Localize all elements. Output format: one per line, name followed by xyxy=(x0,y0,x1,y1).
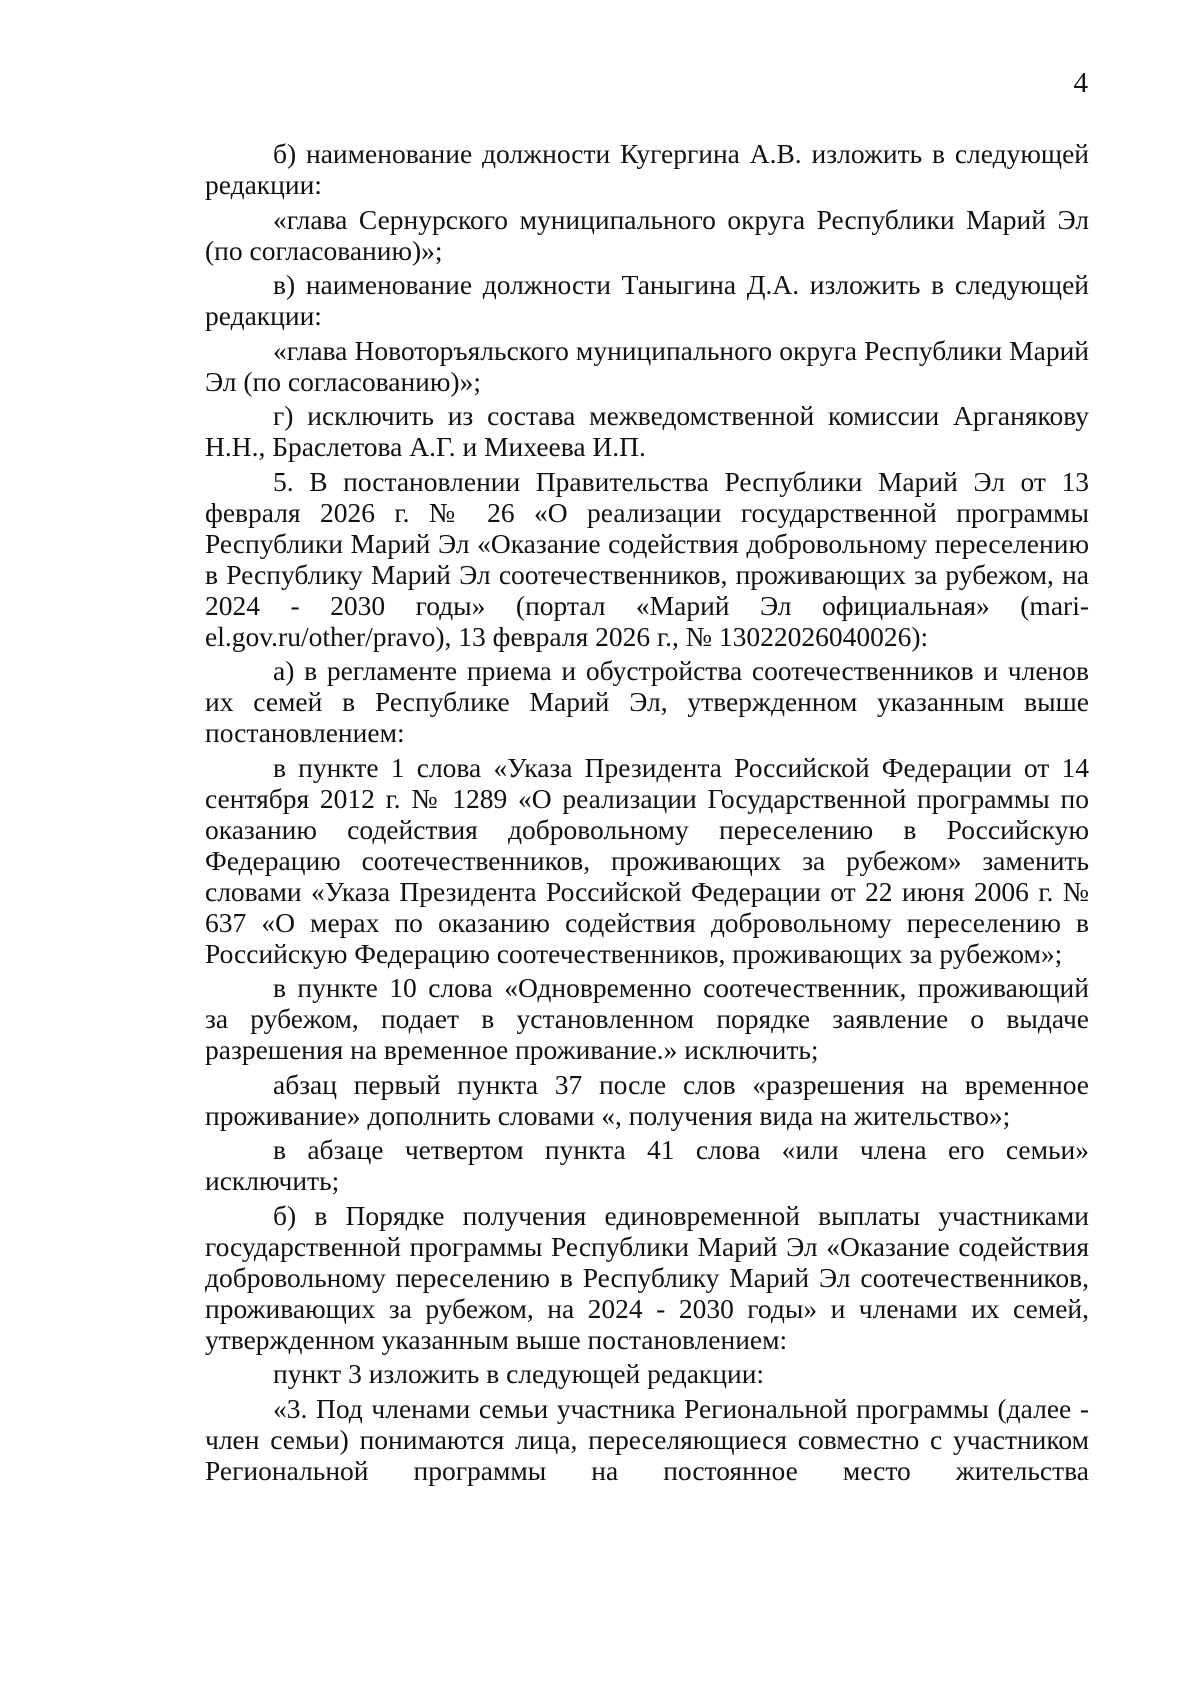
paragraph: в) наименование должности Таныгина Д.А. изложить в следующей редакции: xyxy=(205,269,1089,331)
paragraph: пункт 3 изложить в следующей редакции: xyxy=(273,1358,765,1389)
paragraph: абзац первый пункта 37 после слов «разрешения на временное проживание» дополнить словами «, получения вида на жительство»; xyxy=(205,1068,1089,1131)
paragraph: в пункте 10 слова «Одновременно соотечественник, проживающий за рубежом, подает в установленном порядке заявление о выдаче разрешения на временное проживание.» исключить; xyxy=(205,972,1089,1065)
page-number: 4 xyxy=(1073,67,1088,99)
paragraph: «глава Новоторъяльского муниципального округа Республики Марий Эл (по согласованию)»; xyxy=(205,334,1089,397)
paragraph: 5. В постановлении Правительства Республики Марий Эл от 13 февраля 2026 г. № 26 «О реализации государственной программы Республики Марий Эл «Оказание содействия добровольному переселению в Республику Марий Эл соотечественников, проживающих за рубежом, на 2024 - 2030 годы» (портал «Марий Эл официальная» (mari-el.gov.ru/other/pravo), 13 февраля 2026 г., № 13022026040026): xyxy=(205,465,1089,652)
paragraph: г) исключить из состава межведомственной комиссии Арганякову Н.Н., Браслетова А.Г. и Михеева И.П. xyxy=(205,400,1089,462)
paragraph: б) наименование должности Кугергина А.В. изложить в следующей редакции: xyxy=(205,138,1089,200)
paragraph: в пункте 1 слова «Указа Президента Российской Федерации от 14 сентября 2012 г. № 1289 «О реализации Государственной программы по оказанию содействия добровольному переселению в Российскую Федерацию соотечественников, проживающих за рубежом» заменить словами «Указа Президента Российской Федерации от 22 июня 2006 г. № 637 «О мерах по оказанию содействия добровольному переселению в Российскую Федерацию соотечественников, проживающих за рубежом»; xyxy=(205,751,1089,969)
paragraph: в абзаце четвертом пункта 41 слова «или члена его семьи» исключить; xyxy=(205,1134,1089,1196)
paragraph: «глава Сернурского муниципального округа Республики Марий Эл (по согласованию)»; xyxy=(205,203,1089,266)
document-body xyxy=(205,138,1089,1489)
paragraph: «3. Под членами семьи участника Региональной программы (далее - член семьи) понимаются лица, переселяющиеся совместно с участником Региональной программы на постоянное место жительства xyxy=(205,1392,1089,1486)
paragraph: б) в Порядке получения единовременной выплаты участниками государственной программы Республики Марий Эл «Оказание содействия добровольному переселению в Республику Марий Эл соотечественников, проживающих за рубежом, на 2024 - 2030 годы» и членами их семей, утвержденном указанным выше постановлением: xyxy=(205,1199,1089,1355)
paragraph: а) в регламенте приема и обустройства соотечественников и членов их семей в Республике Марий Эл, утвержденном указанным выше постановлением: xyxy=(205,655,1089,748)
